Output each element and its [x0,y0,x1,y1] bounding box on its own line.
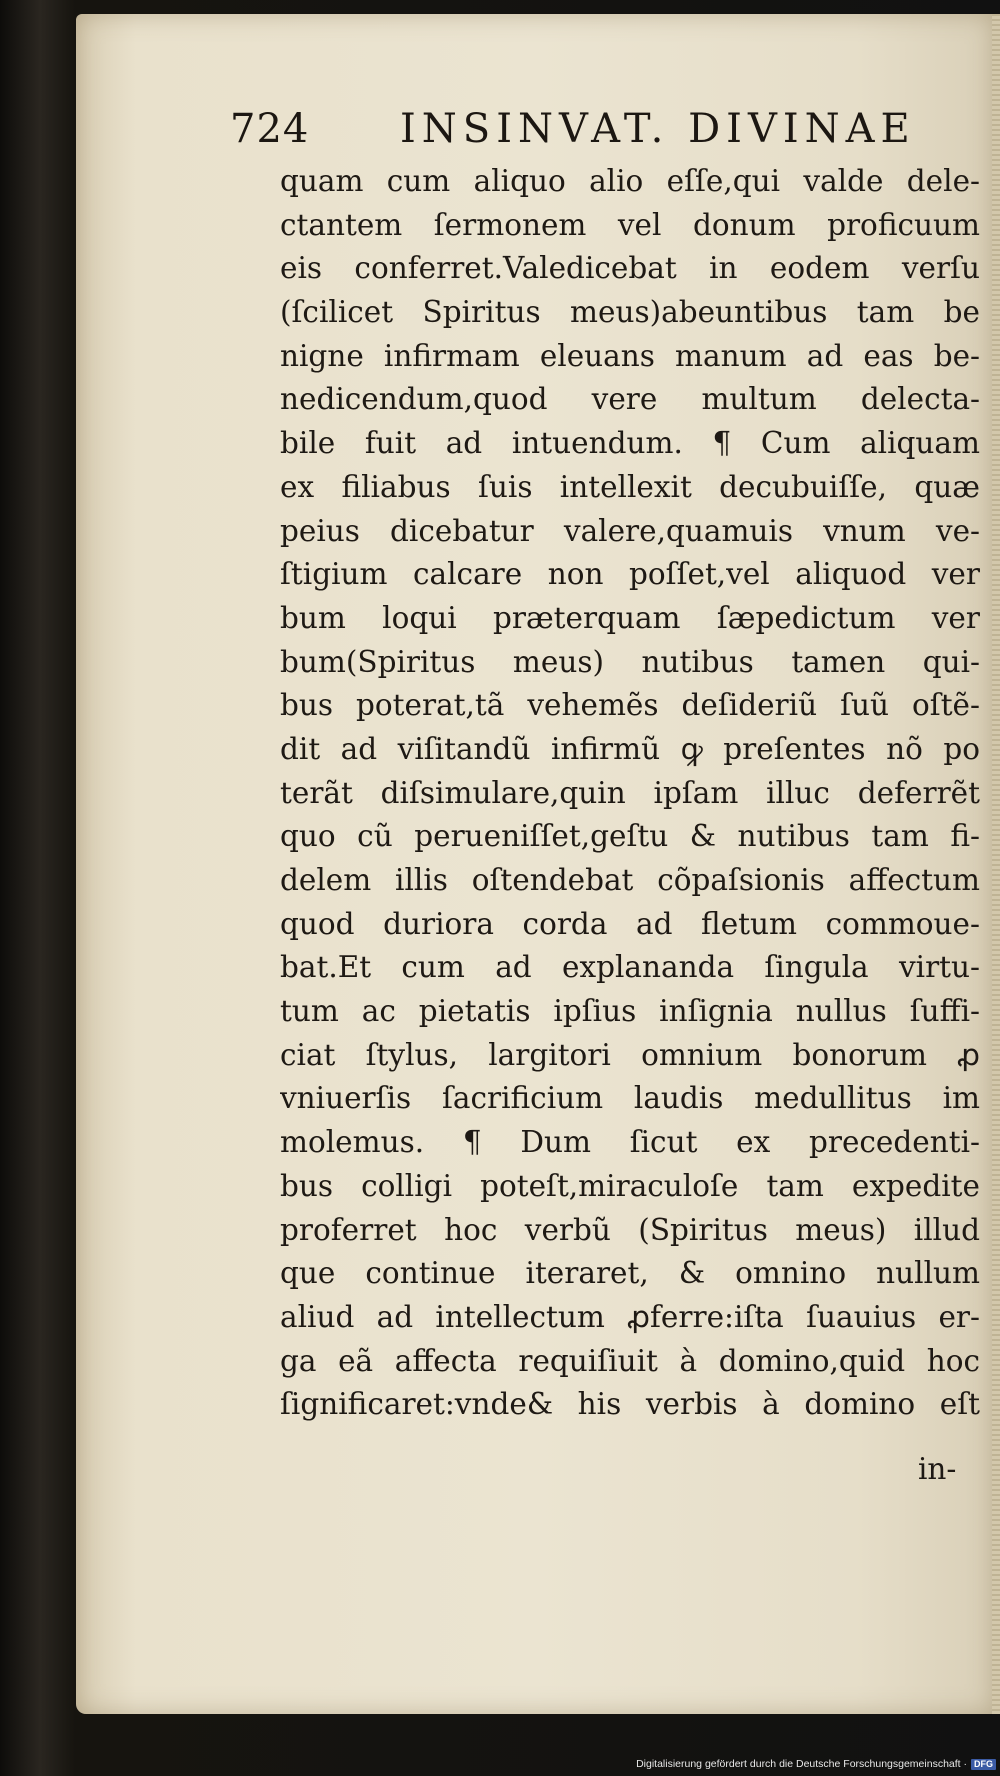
text-line: molemus. ¶ Dum ſicut ex precedenti- [280,1125,980,1160]
text-line: vniuerſis ſacrificium laudis medullitus im [280,1081,980,1116]
text-line: quod duriora corda ad fletum commoue- [280,906,980,941]
text-line: nedicendum,quod vere multum delecta- [280,382,980,417]
text-line: quam cum aliquo alio eſſe,qui valde dele- [280,164,980,198]
text-line: tum ac pietatis ipſius inſignia nullus ſuffi- [280,994,980,1029]
text-line: bum loqui præterquam ſæpedictum ver [280,600,980,635]
running-head: INSINVAT. DIVINAE [400,106,916,152]
text-line: que continue iteraret, & omnino nullum [280,1256,980,1291]
page-number: 724 [230,106,310,152]
text-line: nigne infirmam eleuans manum ad eas be- [280,338,980,373]
text-line: eis conferret.Valedicebat in eodem verſu [280,251,980,286]
credit-text: Digitalisierung gefördert durch die Deutsche Forschungsgemeinschaft · [636,1758,967,1770]
text-line: ciat ſtylus, largitori omnium bonorum ꝓ [280,1037,980,1072]
text-line: dit ad viſitandũ infirmũ ꝙ preſentes nõ po [280,731,980,766]
text-line: bum(Spiritus meus) nutibus tamen qui- [280,644,980,679]
page-edge [992,14,1000,1714]
page-header [230,106,970,166]
body-text [280,160,980,1427]
text-line: bat.Et cum ad explananda ſingula virtu- [280,950,980,985]
text-line: delem illis oſtendebat cõpaſsionis affectum [280,863,980,897]
text-line: bile fuit ad intuendum. ¶ Cum aliquam [280,426,980,461]
text-line: ſignificaret:vnde& his verbis à domino eſt [280,1387,980,1422]
text-line: ſtigium calcare non poſſet,vel aliquod ver [280,557,980,592]
text-line: bus poterat,tã vehemẽs deſideriũ ſuũ oſtẽ- [280,688,980,723]
text-line: bus colligi poteſt,miraculoſe tam expedite [280,1168,980,1203]
digitization-credit [600,1758,996,1770]
text-line: terãt diſsimulare,quin ipſam illuc deferrẽt [280,775,980,810]
text-line: proferret hoc verbũ (Spiritus meus) illud [280,1212,980,1247]
text-line: peius dicebatur valere,quamuis vnum ve- [280,513,980,548]
text-line: quo cũ perueniſſet,geſtu & nutibus tam fi- [280,819,980,854]
text-line: (ſcilicet Spiritus meus)abeuntibus tam be [280,295,980,330]
catchword: in- [918,1452,957,1486]
text-line: ex filiabus ſuis intellexit decubuiſſe, quæ [280,469,980,504]
text-line: ga eã affecta requiſiuit à domino,quid hoc [280,1343,980,1378]
text-line: aliud ad intellectum ꝓferre:iſta ſuauius er- [280,1299,980,1334]
dfg-logo: DFG [971,1759,996,1770]
text-line: ctantem ſermonem vel donum proficuum [280,207,980,242]
